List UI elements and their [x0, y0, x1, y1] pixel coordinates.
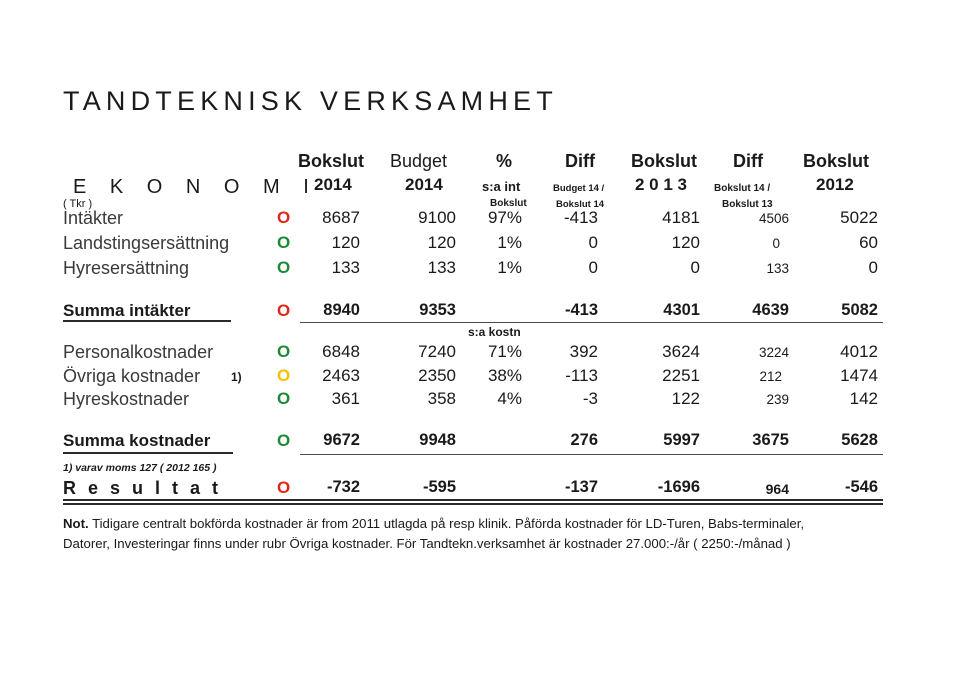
- cell-diff-bokslut: 3675: [752, 431, 789, 449]
- status-marker: O: [277, 389, 291, 408]
- status-marker: O: [277, 258, 291, 277]
- header-c1-line1: Bokslut: [298, 151, 365, 171]
- cell-percent: 4%: [497, 389, 522, 408]
- cell-diff-budget: -137: [564, 478, 598, 496]
- status-marker: O: [277, 233, 291, 252]
- status-marker: O: [277, 342, 291, 361]
- section-title: E K O N O M I: [73, 176, 318, 198]
- cell-diff-bokslut: 964: [765, 481, 789, 497]
- header-c1-line2: 2014: [314, 175, 352, 194]
- cell-diff-bokslut: 212: [759, 369, 782, 384]
- result-rule-bottom: [63, 503, 883, 505]
- header-c3-line3: Bokslut: [490, 198, 527, 209]
- cell-bokslut-2013: -1696: [657, 478, 700, 496]
- cell-bokslut-2012: 5022: [840, 208, 878, 227]
- footnote: 1) varav moms 127 ( 2012 165 ): [63, 462, 217, 474]
- status-marker: O: [277, 366, 291, 385]
- cell-bokslut-2012: 142: [849, 389, 878, 408]
- cell-bokslut-2013: 2251: [662, 366, 700, 385]
- cell-budget-2014: 9353: [419, 301, 456, 319]
- cell-percent: 97%: [487, 208, 522, 227]
- cell-bokslut-2012: 5082: [841, 301, 878, 319]
- cell-diff-budget: -413: [564, 301, 598, 319]
- cell-diff-bokslut: 4506: [758, 211, 789, 226]
- cell-bokslut-2014: 120: [331, 233, 360, 252]
- cell-bokslut-2014: -732: [326, 478, 360, 496]
- row-label: Intäkter: [63, 208, 124, 228]
- cell-percent: 1%: [497, 233, 522, 252]
- cell-diff-bokslut: 133: [766, 261, 789, 276]
- note-text-1: Tidigare centralt bokförda kostnader är from 2011 utlagda på resp klinik. Påförda kostnader för LD-Turen, Babs-terminaler,: [88, 516, 805, 531]
- cell-budget-2014: 358: [427, 389, 456, 408]
- cell-bokslut-2014: 361: [331, 389, 360, 408]
- page-title: TANDTEKNISK VERKSAMHET: [63, 86, 558, 116]
- unit-label: ( Tkr ): [63, 198, 93, 210]
- cell-diff-budget: -113: [565, 366, 598, 385]
- header-c6-line1: Diff: [733, 151, 763, 171]
- divider-sum-income: [300, 322, 883, 323]
- cell-diff-bokslut: 4639: [752, 301, 789, 319]
- cell-budget-2014: -595: [422, 478, 456, 496]
- cell-percent: 71%: [487, 342, 522, 361]
- cell-diff-bokslut: 239: [766, 392, 789, 407]
- header-c5-line2: 2 0 1 3: [635, 175, 687, 194]
- cell-bokslut-2013: 4301: [663, 301, 700, 319]
- cell-diff-budget: 0: [588, 233, 598, 252]
- result-rule-top: [63, 499, 883, 501]
- note-label: Not.: [63, 516, 89, 531]
- cell-diff-budget: 392: [569, 342, 598, 361]
- cell-bokslut-2013: 4181: [662, 208, 700, 227]
- header-c2-line2: 2014: [405, 175, 443, 194]
- cost-subheader: s:a kostn: [468, 325, 521, 339]
- cell-bokslut-2014: 9672: [323, 431, 360, 449]
- underline-summa-kostnader: [63, 452, 233, 454]
- cell-bokslut-2014: 8687: [322, 208, 360, 227]
- cell-bokslut-2012: 60: [859, 233, 878, 252]
- header-c2-line1: Budget: [390, 151, 448, 171]
- header-c4-line3: Bokslut 14: [556, 199, 605, 210]
- cell-bokslut-2013: 3624: [662, 342, 700, 361]
- cell-budget-2014: 9948: [419, 431, 456, 449]
- cell-diff-budget: 0: [588, 258, 598, 277]
- row-label: R e s u l t a t: [63, 478, 222, 498]
- cell-diff-budget: 276: [570, 431, 598, 449]
- cell-budget-2014: 133: [427, 258, 456, 277]
- cell-bokslut-2012: -546: [844, 478, 878, 496]
- cell-bokslut-2014: 6848: [322, 342, 360, 361]
- cell-diff-budget: -413: [563, 208, 598, 227]
- row-label: Summa intäkter: [63, 301, 191, 320]
- cell-diff-budget: -3: [582, 389, 598, 408]
- underline-summa-intakter: [63, 320, 231, 322]
- header-c5-line1: Bokslut: [631, 151, 698, 171]
- divider-sum-costs: [300, 454, 883, 455]
- note-line-1: [63, 516, 804, 531]
- status-marker: O: [277, 301, 291, 320]
- status-marker: O: [277, 478, 291, 497]
- header-c7-line1: Bokslut: [803, 151, 870, 171]
- header-c4-line1: Diff: [565, 151, 595, 171]
- header-c7-line2: 2012: [816, 175, 854, 194]
- cell-bokslut-2013: 120: [671, 233, 700, 252]
- cell-bokslut-2012: 1474: [840, 366, 878, 385]
- status-marker: O: [277, 431, 291, 450]
- cell-bokslut-2012: 5628: [841, 431, 878, 449]
- header-c6-line2: Bokslut 14 /: [714, 183, 771, 194]
- cell-bokslut-2012: 0: [868, 258, 878, 277]
- header-c3-line1: %: [496, 151, 513, 171]
- status-marker: O: [277, 208, 291, 227]
- cell-bokslut-2014: 133: [331, 258, 360, 277]
- row-label: Landstingsersättning: [63, 233, 230, 253]
- header-c4-line2: Budget 14 /: [553, 183, 605, 194]
- cell-bokslut-2014: 2463: [322, 366, 360, 385]
- cell-percent: 1%: [497, 258, 522, 277]
- cell-budget-2014: 120: [427, 233, 456, 252]
- cell-bokslut-2013: 5997: [663, 431, 700, 449]
- row-label: Övriga kostnader: [63, 366, 201, 386]
- cell-bokslut-2013: 122: [671, 389, 700, 408]
- cell-diff-bokslut: 0: [772, 236, 780, 251]
- header-c3-line2: s:a int: [482, 179, 521, 194]
- cell-budget-2014: 7240: [418, 342, 456, 361]
- cell-bokslut-2014: 8940: [323, 301, 360, 319]
- cell-budget-2014: 2350: [418, 366, 456, 385]
- footnote-ref: 1): [231, 370, 242, 384]
- cell-diff-bokslut: 3224: [758, 345, 789, 360]
- row-label: Hyresersättning: [63, 258, 190, 278]
- row-label: Summa kostnader: [63, 431, 211, 450]
- row-label: Personalkostnader: [63, 342, 214, 362]
- cell-budget-2014: 9100: [418, 208, 456, 227]
- header-c6-line3: Bokslut 13: [722, 199, 773, 210]
- cell-percent: 38%: [487, 366, 522, 385]
- row-label: Hyreskostnader: [63, 389, 190, 409]
- cell-bokslut-2012: 4012: [840, 342, 878, 361]
- note-line-2: Datorer, Investeringar finns under rubr Övriga kostnader. För Tandtekn.verksamhet är kostnader 27.000:-/år ( 2250:-/månad ): [63, 536, 791, 551]
- cell-bokslut-2013: 0: [690, 258, 700, 277]
